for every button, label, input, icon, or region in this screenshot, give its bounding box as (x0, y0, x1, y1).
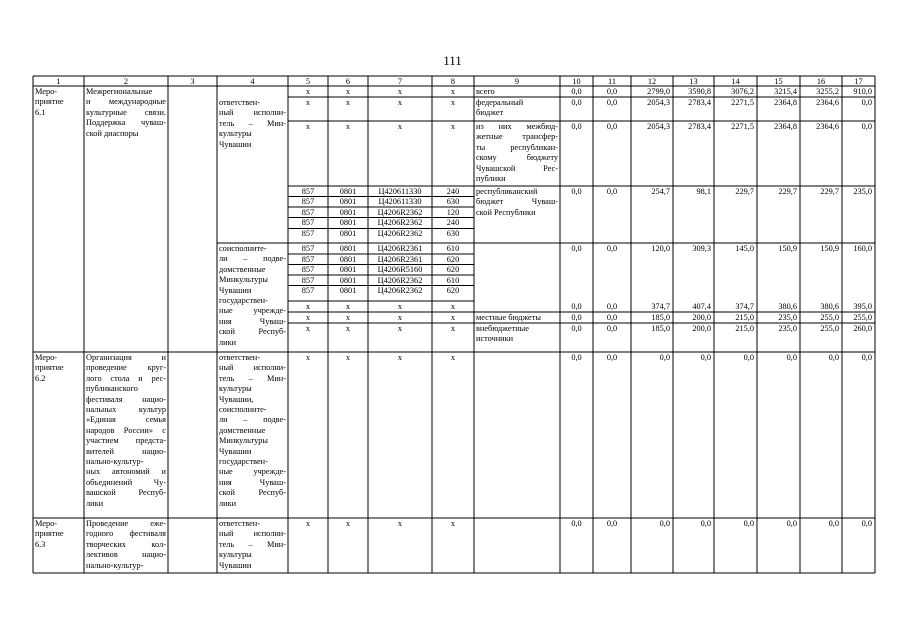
code-section: x (345, 98, 351, 107)
funding-value: 0,0 (571, 244, 582, 253)
responsible-executor: Чувашии (219, 139, 252, 149)
measure-title: и международные (86, 97, 166, 107)
column-number-header: 17 (854, 77, 863, 86)
measure-title: Организация и (86, 353, 166, 362)
funding-source: из них межбюд- (476, 122, 558, 131)
measure-label: 6.3 (35, 539, 46, 549)
funding-value: 185,0 (651, 323, 670, 333)
funding-value: 2364,6 (816, 122, 839, 131)
funding-value: 145,0 (735, 244, 754, 253)
column-number-header: 6 (345, 77, 351, 86)
funding-value: 229,7 (735, 187, 754, 196)
code-expense-type: x (450, 519, 456, 528)
funding-value: 0,0 (571, 122, 582, 131)
code-glavbuh: 857 (301, 265, 315, 274)
code-section: x (345, 323, 351, 333)
responsible-executor: ли – подве- (219, 415, 286, 425)
code-expense-type: 620 (446, 286, 460, 295)
funding-source: жетные трансфер- (476, 132, 558, 142)
code-target-article: Ц4206R2362 (377, 229, 423, 238)
code-expense-type: x (450, 87, 456, 96)
responsible-executor: ответствен- (219, 519, 261, 528)
code-expense-type: 620 (446, 254, 460, 264)
funding-value: 229,7 (820, 187, 839, 196)
co-executors: соисполните- (219, 244, 267, 253)
code-glavbuh: x (305, 323, 311, 333)
measure-title: лики (86, 498, 104, 508)
code-glavbuh: 857 (301, 286, 315, 295)
measure-title: Проведение еже- (86, 519, 166, 528)
code-target-article: x (397, 312, 403, 322)
measure-title: годного фестиваля (86, 529, 166, 539)
funding-value: 395,0 (853, 301, 872, 311)
funding-value: 0,0 (571, 301, 582, 311)
code-target-article: Ц420611330 (378, 186, 422, 196)
code-glavbuh: x (305, 87, 311, 96)
code-expense-type: x (450, 312, 456, 322)
code-target-article: Ц4206R2361 (377, 254, 423, 264)
funding-value: 0,0 (743, 519, 754, 528)
responsible-executor: культуры (219, 550, 252, 560)
funding-source: местные бюджеты (476, 312, 541, 322)
code-section: 0801 (339, 286, 357, 295)
funding-value: 2271,5 (731, 98, 754, 107)
funding-value: 200,0 (692, 323, 711, 333)
funding-value: 150,9 (778, 244, 797, 253)
funding-value: 254,7 (651, 187, 670, 196)
code-section: 0801 (339, 207, 357, 217)
code-expense-type: x (450, 353, 456, 362)
funding-value: 0,0 (828, 353, 839, 362)
measure-title: нальных культур (86, 405, 166, 414)
funding-source: всего (476, 87, 495, 96)
column-number-header: 16 (816, 77, 826, 86)
column-number-header: 15 (774, 77, 783, 86)
measure-title: народов России» с (86, 425, 166, 435)
co-executors: государствен- (219, 296, 268, 305)
funding-value: 0,0 (571, 187, 582, 196)
code-section: 0801 (339, 275, 357, 285)
page-number: 111 (443, 53, 462, 68)
measure-label: Меро- (35, 519, 58, 528)
measure-title: фестиваля нацио- (86, 394, 166, 404)
funding-value: 255,0 (820, 312, 839, 322)
measure-label: Меро- (35, 353, 58, 362)
funding-value: 0,0 (606, 312, 618, 322)
responsible-executor: Чувашии (219, 560, 252, 570)
code-glavbuh: 857 (301, 197, 315, 206)
measure-title: творческих кол- (86, 539, 166, 549)
funding-value: 2271,5 (731, 122, 754, 131)
funding-value: 2364,8 (774, 122, 797, 131)
responsible-executor: ный исполни- (219, 108, 286, 118)
funding-value: 0,0 (571, 323, 582, 333)
code-target-article: Ц4206R2362 (377, 218, 423, 227)
responsible-executor: ской Респуб- (219, 488, 286, 498)
responsible-executor: ный исполни- (219, 529, 286, 539)
funding-value: 98,1 (696, 187, 711, 196)
funding-value: 0,0 (786, 353, 797, 362)
code-section: x (345, 353, 351, 362)
measure-title: нально-культур- (86, 560, 144, 570)
funding-value: 235,0 (853, 187, 872, 196)
funding-value: 2054,3 (647, 122, 670, 131)
measure-title: ской диаспоры (86, 128, 139, 138)
column-number-header: 1 (56, 77, 61, 86)
measure-label: приятие (35, 97, 64, 107)
code-section: x (345, 301, 351, 311)
column-number-header: 10 (572, 77, 581, 86)
code-section: 0801 (339, 265, 357, 274)
funding-value: 0,0 (606, 353, 618, 362)
co-executors: ные учрежде- (219, 306, 286, 316)
co-executors: Чувашии (219, 285, 252, 295)
funding-source: бюджет (476, 108, 504, 118)
responsible-executor: ные учрежде- (219, 467, 286, 477)
funding-value: 0,0 (828, 519, 839, 528)
code-section: 0801 (339, 229, 357, 238)
responsible-executor: культуры (219, 129, 252, 139)
funding-value: 0,0 (700, 519, 711, 528)
code-expense-type: 630 (446, 197, 460, 206)
funding-value: 255,0 (820, 323, 839, 333)
funding-source: республиканский (476, 187, 538, 196)
funding-source: внебюджетные (476, 323, 529, 333)
measure-title: проведение круг- (86, 363, 166, 373)
funding-value: 185,0 (651, 312, 670, 322)
code-glavbuh: 857 (301, 186, 315, 196)
funding-source: ты республикан- (476, 142, 558, 152)
funding-value: 2054,3 (647, 98, 670, 107)
code-target-article: Ц4206R5160 (377, 265, 423, 274)
code-target-article: Ц420611330 (378, 197, 422, 206)
responsible-executor: Чувашии, (219, 394, 254, 404)
code-section: 0801 (339, 254, 357, 264)
code-expense-type: 120 (446, 207, 460, 217)
funding-value: 3215,4 (774, 87, 797, 96)
code-target-article: x (397, 122, 403, 131)
funding-value: 407,4 (692, 301, 711, 311)
code-section: 0801 (339, 197, 357, 206)
responsible-executor: ния Чуваш- (219, 477, 286, 487)
funding-value: 2364,8 (774, 98, 797, 107)
responsible-executor: ответствен- (219, 98, 261, 107)
funding-value: 0,0 (606, 187, 618, 196)
code-section: x (345, 519, 351, 528)
funding-value: 2364,6 (816, 98, 839, 107)
funding-value: 0,0 (606, 244, 618, 253)
code-expense-type: 240 (446, 218, 460, 227)
code-glavbuh: 857 (301, 243, 315, 253)
column-number-header: 9 (514, 77, 520, 86)
measure-label: приятие (35, 529, 64, 539)
funding-value: 0,0 (571, 98, 582, 107)
code-target-article: Ц4206R2362 (377, 207, 423, 217)
co-executors: ния Чуваш- (219, 316, 286, 326)
funding-value: 120,0 (651, 244, 670, 253)
funding-value: 0,0 (606, 519, 618, 528)
column-number-header: 8 (450, 77, 456, 86)
code-glavbuh: x (305, 98, 311, 107)
code-target-article: x (397, 519, 403, 528)
responsible-executor: домственные (219, 425, 266, 435)
responsible-executor: тель – Мин- (219, 539, 286, 549)
responsible-executor: лики (219, 498, 237, 508)
co-executors: Минкультуры (219, 275, 268, 285)
measure-title: объединений Чу- (86, 477, 166, 487)
column-number-header: 3 (190, 77, 195, 86)
funding-value: 0,0 (659, 519, 670, 528)
funding-value: 0,0 (571, 312, 582, 322)
code-glavbuh: 857 (301, 218, 315, 227)
co-executors: ской Респуб- (219, 327, 286, 337)
code-glavbuh: x (305, 353, 311, 362)
funding-value: 2799,0 (647, 87, 670, 96)
funding-value: 215,0 (735, 323, 754, 333)
responsible-executor: культуры (219, 384, 252, 394)
co-executors: домственные (219, 264, 266, 274)
co-executors: ли – подве- (219, 254, 286, 264)
code-expense-type: x (450, 323, 456, 333)
responsible-executor: ответствен- (219, 353, 261, 362)
funding-value: 0,0 (861, 122, 872, 131)
code-expense-type: 620 (446, 265, 460, 274)
responsible-executor: соисполните- (219, 405, 267, 414)
funding-source: ской Республики (476, 207, 536, 217)
code-target-article: x (397, 98, 403, 107)
funding-value: 3255,2 (816, 87, 839, 96)
code-section: 0801 (339, 218, 357, 227)
funding-value: 0,0 (786, 519, 797, 528)
funding-source: публики (476, 174, 506, 183)
column-number-header: 11 (608, 77, 616, 86)
funding-value: 0,0 (606, 323, 618, 333)
responsible-executor: ный исполни- (219, 363, 286, 373)
funding-source: скому бюджету (476, 153, 558, 163)
funding-value: 0,0 (861, 98, 872, 107)
funding-value: 374,7 (735, 301, 754, 311)
funding-value: 0,0 (659, 353, 670, 362)
measure-title: лого стола и рес- (86, 373, 166, 383)
funding-value: 2783,4 (688, 98, 711, 107)
measure-title: вителей нацио- (86, 446, 166, 456)
measure-title: участием предста- (86, 436, 166, 446)
funding-value: 380,6 (820, 301, 839, 311)
funding-value: 200,0 (692, 312, 711, 322)
code-target-article: Ц4206R2361 (377, 243, 423, 253)
code-glavbuh: 857 (301, 229, 315, 238)
funding-value: 374,7 (651, 301, 670, 311)
column-number-header: 12 (647, 77, 657, 86)
measure-title: Поддержка чуваш- (86, 118, 166, 128)
funding-value: 255,0 (853, 312, 872, 322)
code-expense-type: 240 (446, 186, 460, 196)
code-target-article: x (397, 353, 403, 362)
code-section: 0801 (339, 186, 357, 196)
funding-value: 309,3 (692, 244, 711, 253)
measure-label: Меро- (35, 87, 58, 96)
measure-label: 6.1 (35, 107, 46, 117)
measure-label: приятие (35, 363, 64, 373)
code-expense-type: x (450, 98, 456, 107)
code-glavbuh: 857 (301, 207, 315, 217)
funding-value: 0,0 (606, 301, 618, 311)
code-glavbuh: 857 (301, 275, 315, 285)
code-expense-type: 610 (446, 275, 460, 285)
code-section: x (345, 87, 351, 96)
funding-value: 215,0 (735, 312, 754, 322)
responsible-executor: Минкультуры (219, 436, 268, 446)
funding-value: 260,0 (853, 323, 872, 333)
responsible-executor: Чувашии (219, 446, 252, 456)
responsible-executor: тель – Мин- (219, 373, 286, 383)
measure-title: вашской Респуб- (86, 488, 166, 498)
code-glavbuh: x (305, 519, 311, 528)
funding-value: 0,0 (571, 87, 582, 96)
code-section: x (345, 312, 351, 322)
code-expense-type: x (450, 301, 456, 311)
funding-value: 0,0 (606, 87, 618, 96)
responsible-executor: государствен- (219, 457, 268, 466)
funding-value: 0,0 (861, 519, 872, 528)
code-target-article: Ц4206R2362 (377, 286, 423, 295)
funding-value: 229,7 (778, 187, 797, 196)
funding-value: 0,0 (606, 122, 618, 131)
funding-value: 0,0 (743, 353, 754, 362)
funding-value: 3076,2 (731, 87, 754, 96)
funding-value: 0,0 (861, 353, 872, 362)
funding-value: 380,6 (778, 301, 797, 311)
funding-value: 160,0 (853, 244, 872, 253)
code-expense-type: 610 (446, 243, 460, 253)
code-target-article: x (397, 323, 403, 333)
code-glavbuh: x (305, 301, 311, 311)
code-glavbuh: x (305, 312, 311, 322)
column-number-header: 2 (123, 77, 129, 86)
code-target-article: x (397, 301, 403, 311)
code-target-article: x (397, 87, 403, 96)
measure-label: 6.2 (35, 373, 46, 383)
column-number-header: 14 (731, 77, 740, 86)
measure-title: культурные связи. (86, 107, 166, 117)
measure-title: нально-культур- (86, 457, 144, 466)
funding-value: 3590,8 (688, 87, 711, 96)
measure-title: «Единая семья (86, 415, 166, 425)
code-target-article: Ц4206R2362 (377, 275, 423, 285)
column-number-header: 7 (397, 77, 403, 86)
measure-title: лективов нацио- (86, 550, 166, 560)
funding-value: 150,9 (820, 244, 839, 253)
funding-value: 0,0 (700, 353, 711, 362)
measure-title: публиканского (86, 384, 138, 394)
code-glavbuh: 857 (301, 254, 315, 264)
column-number-header: 5 (305, 77, 311, 86)
funding-source: федеральный (476, 98, 524, 107)
code-section: x (345, 122, 351, 131)
responsible-executor: тель – Мин- (219, 118, 286, 128)
funding-source: бюджет Чуваш- (476, 197, 558, 207)
code-expense-type: x (450, 122, 456, 131)
code-expense-type: 630 (446, 229, 460, 238)
measure-title: Межрегиональные (86, 87, 153, 96)
code-glavbuh: x (305, 122, 311, 131)
code-section: 0801 (339, 243, 357, 253)
funding-value: 235,0 (778, 312, 797, 322)
funding-value: 0,0 (571, 519, 582, 528)
co-executors: лики (219, 337, 237, 347)
funding-value: 0,0 (571, 353, 582, 362)
measure-title: ных автономий и (86, 467, 166, 477)
funding-source: источники (476, 333, 514, 343)
funding-value: 0,0 (606, 98, 618, 107)
funding-source: Чувашской Рес- (476, 163, 558, 173)
funding-value: 2783,4 (688, 122, 711, 131)
funding-value: 235,0 (778, 323, 797, 333)
column-number-header: 4 (250, 77, 255, 86)
funding-value: 910,0 (853, 87, 872, 96)
column-number-header: 13 (689, 77, 698, 86)
